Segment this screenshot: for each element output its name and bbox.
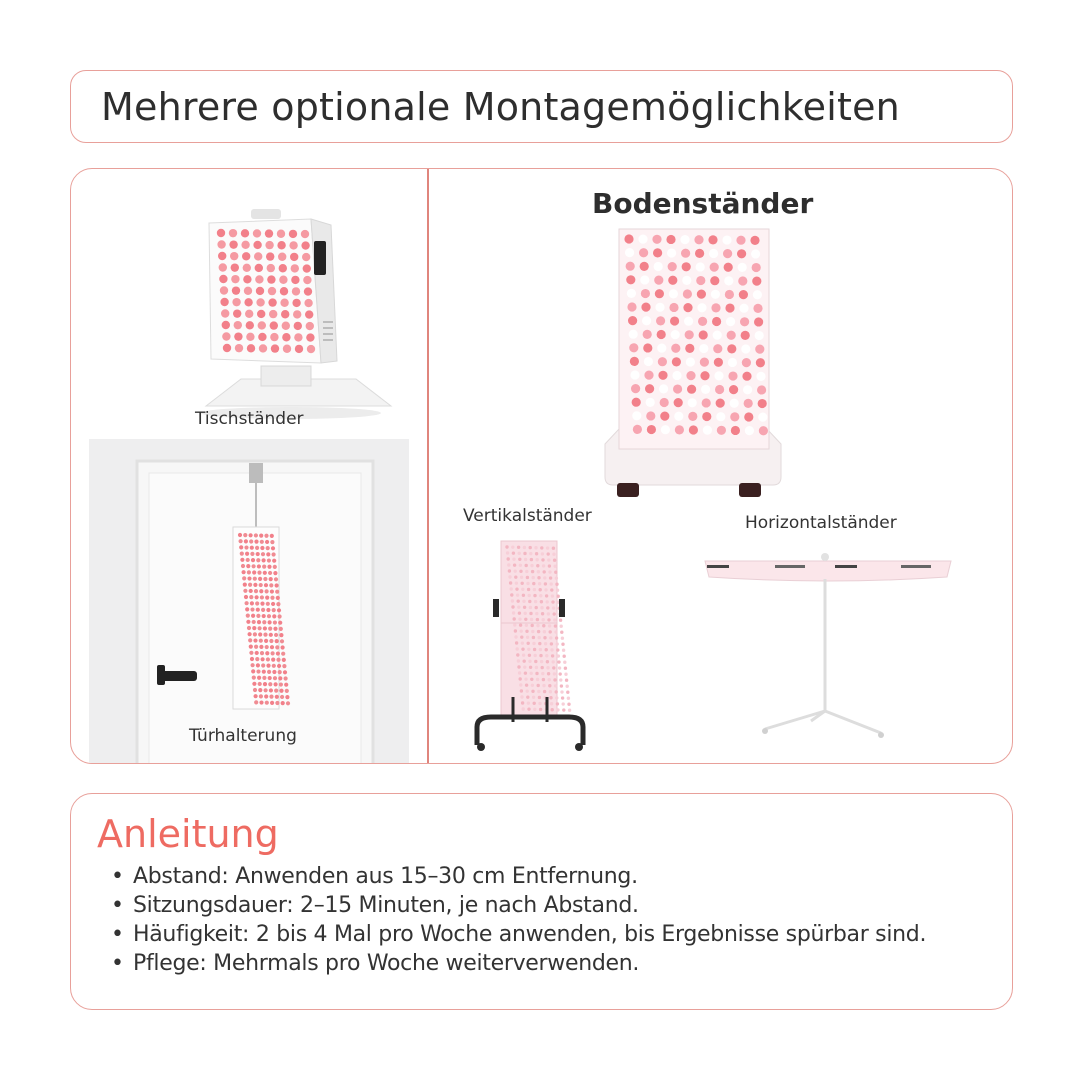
vertical-stand-label: Vertikalständer (463, 506, 592, 526)
instructions-title: Anleitung (97, 812, 279, 856)
mounting-options-panel (70, 168, 1013, 764)
title-banner (70, 70, 1013, 143)
list-item: • Sitzungsdauer: 2–15 Minuten, je nach Abstand. (107, 891, 986, 920)
floor-stand-image (597, 229, 787, 509)
horizontal-stand-label: Horizontalständer (745, 513, 897, 533)
page-title: Mehrere optionale Montagemöglichkeiten (101, 84, 900, 129)
instructions-panel (70, 793, 1013, 1010)
list-item: • Abstand: Anwenden aus 15–30 cm Entfernung. (107, 862, 986, 891)
table-stand-label: Tischständer (195, 409, 304, 429)
table-stand-image (181, 201, 401, 421)
vertical-stand-image (473, 537, 593, 752)
door-mount-label: Türhalterung (189, 726, 297, 746)
list-item: • Häufigkeit: 2 bis 4 Mal pro Woche anwenden, bis Ergebnisse spürbar sind. (107, 920, 986, 949)
door-mount-image (89, 439, 409, 764)
horizontal-stand-image (703, 551, 953, 741)
list-item: • Pflege: Mehrmals pro Woche weiterverwenden. (107, 949, 986, 978)
panel-divider (427, 169, 429, 764)
instructions-list (97, 862, 986, 978)
floor-stand-heading: Bodenständer (592, 187, 814, 220)
